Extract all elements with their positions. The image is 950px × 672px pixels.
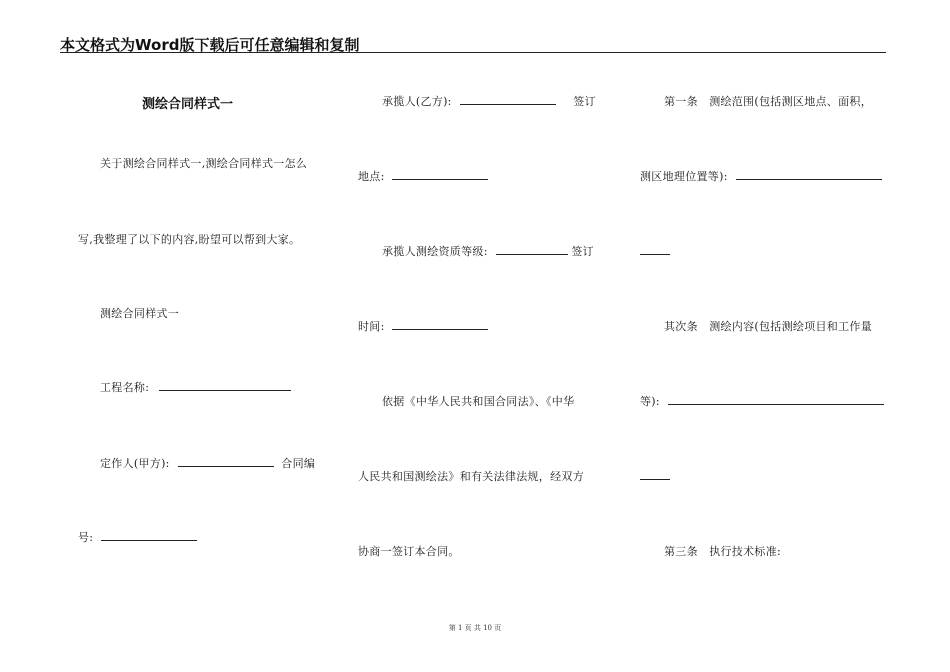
time-label: 时间: — [358, 320, 385, 333]
basis-line-1: 依据《中华人民共和国合同法》、《中华 — [382, 395, 575, 408]
project-name-row — [100, 379, 291, 395]
party-b-blank — [460, 93, 556, 105]
time-row — [358, 318, 488, 334]
place-label: 地点: — [358, 170, 385, 183]
party-b-label: 承揽人(乙方): — [382, 95, 452, 108]
place-blank — [392, 168, 488, 180]
party-a-label: 定作人(甲方): — [100, 457, 170, 470]
article-1-blank — [736, 168, 882, 180]
party-b-row — [382, 93, 596, 109]
basis-line-3: 协商一签订本合同。 — [358, 545, 460, 558]
intro-line-1: 关于测绘合同样式一,测绘合同样式一怎么 — [100, 157, 308, 170]
article-1-line-1: 第一条 测绘范围(包括测区地点、面积， — [664, 95, 872, 108]
contract-no-label: 合同编 — [281, 457, 316, 470]
party-a-blank — [178, 455, 274, 467]
article-1-line-2: 测区地理位置等): — [640, 170, 728, 183]
intro-line-2: 写,我整理了以下的内容,盼望可以帮到大家。 — [78, 233, 301, 246]
article-2-line-2: 等): — [640, 395, 660, 408]
banner-divider — [60, 52, 886, 53]
qualification-label: 承揽人测绘资质等级: — [382, 245, 488, 258]
article-2-extra-blank — [640, 468, 670, 480]
contract-no-row — [78, 529, 197, 545]
document-banner: 本文格式为Word版下载后可任意编辑和复制 — [60, 36, 360, 54]
section-heading: 测绘合同样式一 — [100, 307, 180, 320]
time-blank — [392, 318, 488, 330]
contract-no-blank — [101, 529, 197, 541]
article-2-row — [640, 393, 884, 409]
article-1-extra-blank — [640, 243, 670, 255]
project-name-blank — [159, 379, 291, 391]
qualification-blank — [496, 243, 568, 255]
project-name-label: 工程名称: — [100, 381, 150, 394]
article-1-extra-row — [640, 243, 670, 258]
article-2-line-1: 其次条 测绘内容(包括测绘项目和工作量 — [664, 320, 872, 333]
article-2-blank — [668, 393, 884, 405]
article-3-line-1: 第三条 执行技术标准: — [664, 545, 782, 558]
sign-time-label: 签订 — [571, 245, 594, 258]
contract-no-cont: 号: — [78, 531, 94, 544]
article-2-extra-row — [640, 468, 670, 483]
sign-place-label: 签订 — [573, 95, 596, 108]
place-row — [358, 168, 488, 184]
qualification-row — [382, 243, 594, 259]
page-number: 第 1 页 共 10 页 — [448, 624, 502, 632]
basis-line-2: 人民共和国测绘法》和有关法律法规，经双方 — [358, 470, 584, 483]
article-1-row — [640, 168, 882, 184]
document-title: 测绘合同样式一 — [142, 97, 234, 112]
party-a-row — [100, 455, 315, 471]
